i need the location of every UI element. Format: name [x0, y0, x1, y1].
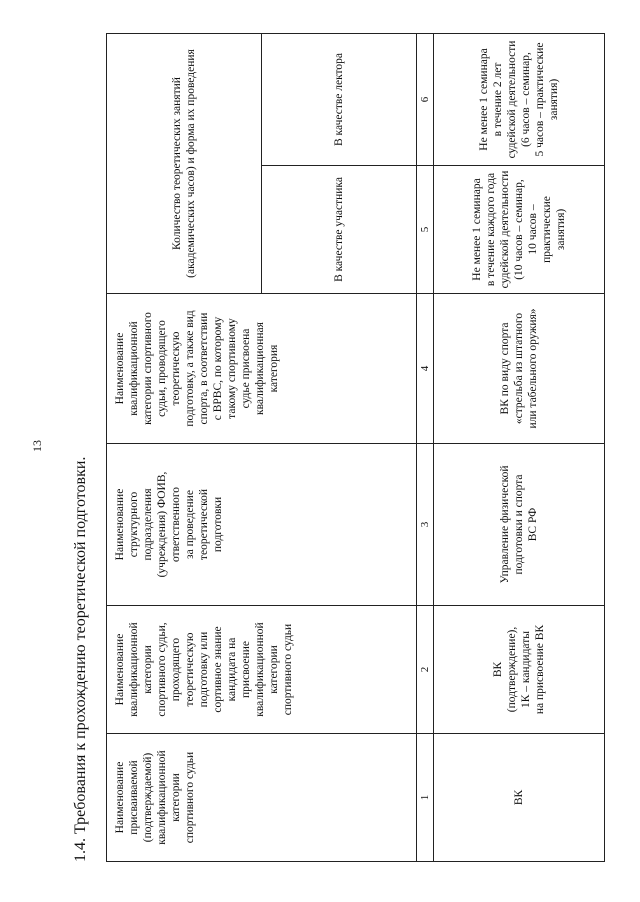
page-number: 13 [30, 440, 44, 452]
cell-responsible-unit: Управление физической подготовки и спорта ВС РФ [434, 444, 605, 606]
header-as-lecturer: В качестве лектора [262, 34, 417, 166]
column-number: 1 [417, 734, 434, 862]
section-heading: 1.4. Требования к прохождению теоретической подготовки. [72, 456, 89, 862]
cell-as-lecturer: Не менее 1 семинара в течение 2 лет судейской деятельности (6 часов – семинар, 5 часов – практические занятия) [434, 34, 605, 166]
header-lecturer-category: Наименование квалификационной категории спортивного судьи, проводящего теоретическую подготовку, а также вид спорта, в соответствии с ВРВС, по которому такому спортивному судье присвоена квалификационная категория [107, 294, 417, 444]
header-trainee-category: Наименование квалификационной категории спортивного судьи, проходящего теоретическую подготовку или сортивное знание кандидата на присвоение квалификационной категории спортивного судьи [107, 606, 417, 734]
column-number-row [417, 34, 434, 862]
cell-assigned-category: ВК [434, 734, 605, 862]
column-number: 6 [417, 34, 434, 166]
header-as-participant: В качестве участника [262, 166, 417, 294]
header-responsible-unit: Наименование структурного подразделения (учреждения) ФОИВ, ответственного за проведение теоретической подготовки [107, 444, 417, 606]
column-number: 2 [417, 606, 434, 734]
header-lesson-count: Количество теоретических занятий (академических часов) и форма их проведения [107, 34, 262, 294]
column-number: 5 [417, 166, 434, 294]
cell-lecturer-category: ВК по виду спорта «стрельба из штатного или табельного оружия» [434, 294, 605, 444]
column-number: 3 [417, 444, 434, 606]
header-assigned-category: Наименование присваиваемой (подтверждаемой) квалификационной категории спортивного судьи [107, 734, 417, 862]
table-row [434, 34, 605, 862]
cell-as-participant: Не менее 1 семинара в течение каждого года судейской деятельности (10 часов – семинар, 10 часов – практические занятия) [434, 166, 605, 294]
requirements-table [106, 33, 605, 862]
header-row [107, 34, 262, 862]
column-number: 4 [417, 294, 434, 444]
cell-trainee-category: ВК (подтверждение), 1К – кандидаты на присвоение ВК [434, 606, 605, 734]
